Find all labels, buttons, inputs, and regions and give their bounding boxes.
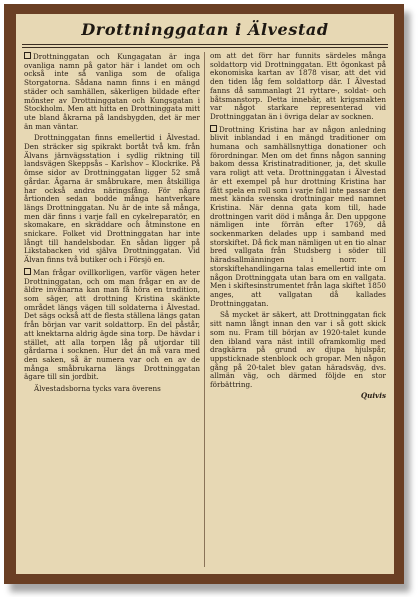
paragraph: Drottninggatan finns emellertid i Älvestad. Den sträcker sig spikrakt bortåt två km. från Älvans järnvägsstation i sydlig riktning till landsvägen Skeppsås – Karlshov – Klockrike. På ömse sidor av Drottninggatan ligger 52 små gårdar. Ägarna är småbrukare, men åtskilliga har också andra näringsfång. För några årtionden sedan bodde många hantverkare längs Drottninggatan. Nu är de inte så många, men där finns i varje fall en cykelreparatör, en skomakare, en skräddare och åtminstone en snickare. Folket vid Drottninggatan har inte långt till handelsbodar. En sådan ligger på Likstabacken vid själva Drottninggatan. Vid Älvan finns två butiker och i Försjö en.: [24, 133, 200, 265]
signature: Quivis: [360, 390, 386, 400]
paragraph: Drottninggatan och Kungagatan är inga ovanliga namn på gator här i landet om och också inte så vanliga som de ofaliga Storgatorna. Sådana namn finns i en mängd städer och samhällen, säkerligen bildade efter mönster av Drottninggatan och Kungsgatan i Stockholm. Men att hitta en Drottninggata mitt ute bland åkrarna på landsbygden, det är mer än man väntar.: [24, 52, 200, 131]
left-column: [24, 52, 200, 397]
paragraph: Drottning Kristina har av någon anledning blivit inblandad i en mängd traditioner om humana och samhällsnyttiga donationer och förordningar. Men om det finns någon sanning bakom dessa Kristinatraditioner, ja, det skulle vara roligt att veta. Drottninggatan i Älvestad är ett exempel på hur drottning Kristina har fått spela en roll som i varje fall inte passar den mest kända svenska drottningar med namnet Kristina. När denna gata kom till, hade drottningen varit död i många år. Den uppgone nämligen inte förrän efter 1769, då sockenmarken delades upp i samband med storskiftet. Då fick man nämligen ut en tio alnar bred vallgata från Studsberg i söder till häradsallmänningen i norr. I storskiftehandlingarna talas emellertid inte om någon Drottninggata utan bara om en vallgata. Men i skiftesinstrumentet från laga skiftet 1850 anges, att vallgatan då kallades Drottninggatan.: [210, 124, 386, 308]
paragraph: Så mycket är säkert, att Drottninggatan fick sitt namn långt innan den var i så gott skick som nu. Fram till början av 1920-talet kunde den ibland vara näst intill oframkomlig med dragkärra på grund av djupa hjulspår, uppsticknade stenblock och gropar. Men någon gång på 20-talet blev gatan häradsväg, dvs. allmän väg, och därmed följde en stor förbättring.: [210, 310, 386, 390]
paragraph-box-icon: [24, 268, 31, 275]
title-rule: [22, 44, 388, 45]
paragraph-box-icon: [210, 125, 217, 132]
article-frame: [4, 4, 404, 584]
newspaper-clipping: [16, 14, 394, 574]
title-rule: [22, 47, 388, 48]
article-title: Drottninggatan i Älvestad: [81, 20, 329, 39]
column-divider: [204, 52, 205, 567]
paragraph: Man frågar ovillkorligen, varför vägen heter Drottninggatan, och om man frågar en av de äldre invånarna kan man få höra en tradition, som säger, att drottning Kristina skänkte området längs vägen till soldaterna i Älvestad. Det sägs också att de flesta ställena längs gatan från början var varit soldattorp. En del påstår, att knektarna aldrig ägde sina torp. De hävdar i stället, att alla torpen låg på utjordar till gårdarna i socknen. Hur det än må vara med den saken, så är numera var och en av de många småbrukarna längs Drottninggatan ägare till sin jordbit.: [24, 267, 200, 382]
right-column: [210, 52, 386, 400]
paragraph-box-icon: [24, 52, 31, 59]
paragraph: Älvestadsborna tycks vara överens: [34, 384, 161, 394]
paragraph: om att det förr har funnits särdeles många soldattorp vid Drottninggatan. Ett ögonkast på ekonomiska kartan av 1878 visar, att det vid den tiden låg fem soldattorp där. I Älvestad fanns då sammanlagt 21 ryttare-, soldat- och båtsmanstorp. Detta innebär, att krigsmakten var något starkare representerad vid Drottninggatan än i övriga delar av socknen.: [210, 51, 386, 121]
